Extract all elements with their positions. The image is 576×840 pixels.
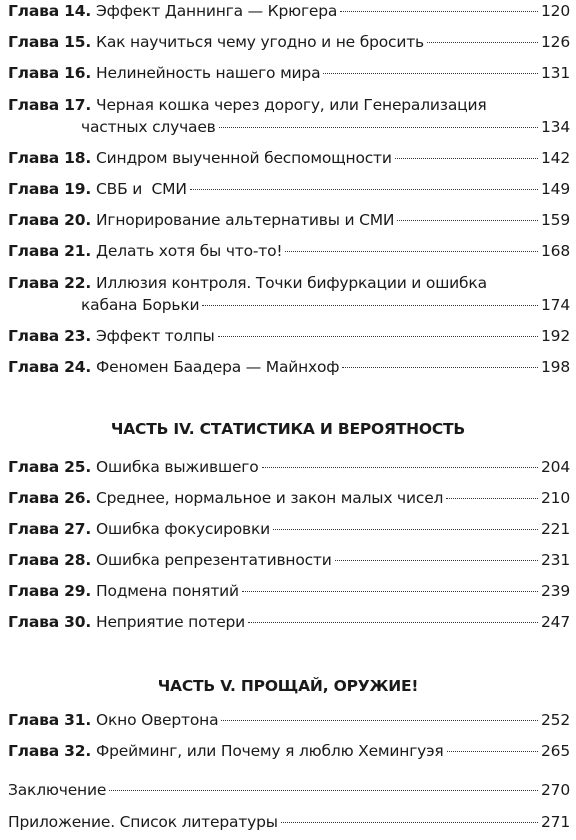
dot-leader xyxy=(109,790,538,791)
toc-entry-chapter-20[interactable] xyxy=(8,209,570,231)
toc-entry-chapter-22[interactable] xyxy=(8,272,570,316)
toc-entry-chapter-23[interactable] xyxy=(8,325,570,347)
chapter-title: СВБ и СМИ xyxy=(96,180,187,198)
chapter-number: Глава 19. xyxy=(8,180,92,198)
toc-entry-conclusion[interactable] xyxy=(8,779,570,801)
dot-leader xyxy=(395,158,538,159)
dot-leader xyxy=(273,529,538,530)
chapter-title: Синдром выученной беспомощности xyxy=(96,149,392,167)
chapter-title: Подмена понятий xyxy=(96,582,239,600)
chapter-number: Глава 32. xyxy=(8,742,92,760)
dot-leader xyxy=(281,822,538,823)
part-heading-v: ЧАСТЬ V. ПРОЩАЙ, ОРУЖИЕ! xyxy=(157,677,419,695)
chapter-title: Ошибка репрезентативности xyxy=(96,551,332,569)
page-number: 204 xyxy=(541,458,570,476)
chapter-number: Глава 17. xyxy=(8,96,92,114)
toc-entry-chapter-31[interactable] xyxy=(8,709,570,731)
toc-entry-chapter-29[interactable] xyxy=(8,580,570,602)
chapter-number: Глава 26. xyxy=(8,489,92,507)
toc-entry-chapter-27[interactable] xyxy=(8,518,570,540)
page-number: 270 xyxy=(541,781,570,799)
chapter-title: Фрейминг, или Почему я люблю Хемингуэя xyxy=(96,742,444,760)
section-title: Приложение. Список литературы xyxy=(8,813,278,831)
dot-leader xyxy=(447,751,538,752)
dot-leader xyxy=(342,367,538,368)
page-number: 168 xyxy=(541,242,570,260)
chapter-number: Глава 18. xyxy=(8,149,92,167)
page-number: 231 xyxy=(541,551,570,569)
page-number: 239 xyxy=(541,582,570,600)
page-number: 271 xyxy=(541,813,570,831)
chapter-number: Глава 29. xyxy=(8,582,92,600)
page-number: 126 xyxy=(541,33,570,51)
toc-entry-chapter-17[interactable] xyxy=(8,94,570,138)
chapter-title: Ошибка фокусировки xyxy=(96,520,270,538)
chapter-title: Как научиться чему угодно и не бросить xyxy=(96,33,424,51)
chapter-number: Глава 28. xyxy=(8,551,92,569)
chapter-title-continued: частных случаев xyxy=(81,118,216,136)
dot-leader xyxy=(190,189,538,190)
toc-entry-chapter-18[interactable] xyxy=(8,147,570,169)
page-number: 252 xyxy=(541,711,570,729)
toc-entry-chapter-16[interactable] xyxy=(8,62,570,84)
chapter-title: Эффект толпы xyxy=(96,327,215,345)
dot-leader xyxy=(218,336,538,337)
chapter-title: Игнорирование альтернативы и СМИ xyxy=(96,211,395,229)
toc-entry-chapter-28[interactable] xyxy=(8,549,570,571)
dot-leader xyxy=(248,622,538,623)
page-number: 159 xyxy=(541,211,570,229)
toc-entry-chapter-19[interactable] xyxy=(8,178,570,200)
chapter-number: Глава 31. xyxy=(8,711,92,729)
toc-entry-chapter-26[interactable] xyxy=(8,487,570,509)
chapter-title: Неприятие потери xyxy=(96,613,246,631)
toc-entry-chapter-21[interactable] xyxy=(8,240,570,262)
page-number: 131 xyxy=(541,64,570,82)
page-number: 198 xyxy=(541,358,570,376)
chapter-title: Окно Овертона xyxy=(96,711,219,729)
page-number: 134 xyxy=(541,118,570,136)
page-number: 192 xyxy=(541,327,570,345)
chapter-number: Глава 30. xyxy=(8,613,92,631)
dot-leader xyxy=(340,11,538,12)
chapter-title: Черная кошка через дорогу, или Генерализация xyxy=(96,96,487,114)
dot-leader xyxy=(446,498,538,499)
chapter-number: Глава 24. xyxy=(8,358,92,376)
part-heading-iv: ЧАСТЬ IV. СТАТИСТИКА И ВЕРОЯТНОСТЬ xyxy=(110,420,466,438)
chapter-number: Глава 14. xyxy=(8,2,92,20)
toc-entry-chapter-24[interactable] xyxy=(8,356,570,378)
chapter-number: Глава 21. xyxy=(8,242,92,260)
chapter-title: Феномен Баадера — Майнхоф xyxy=(96,358,340,376)
chapter-number: Глава 20. xyxy=(8,211,92,229)
toc-entry-chapter-14[interactable] xyxy=(8,0,570,22)
chapter-title: Ошибка выжившего xyxy=(96,458,259,476)
dot-leader xyxy=(285,251,538,252)
dot-leader xyxy=(397,220,538,221)
chapter-number: Глава 23. xyxy=(8,327,92,345)
chapter-title: Среднее, нормальное и закон малых чисел xyxy=(96,489,444,507)
chapter-title: Иллюзия контроля. Точки бифуркации и ошибка xyxy=(96,274,487,292)
toc-entry-chapter-32[interactable] xyxy=(8,740,570,762)
page-number: 247 xyxy=(541,613,570,631)
chapter-title: Эффект Даннинга — Крюгера xyxy=(96,2,338,20)
page-number: 149 xyxy=(541,180,570,198)
dot-leader xyxy=(335,560,538,561)
toc-entry-chapter-30[interactable] xyxy=(8,611,570,633)
chapter-number: Глава 22. xyxy=(8,274,92,292)
page-number: 265 xyxy=(541,742,570,760)
page-number: 221 xyxy=(541,520,570,538)
dot-leader xyxy=(323,73,538,74)
page-number: 142 xyxy=(541,149,570,167)
dot-leader xyxy=(219,127,538,128)
dot-leader xyxy=(202,305,538,306)
section-title: Заключение xyxy=(8,781,107,799)
toc-entry-appendix[interactable] xyxy=(8,811,570,833)
page-number: 120 xyxy=(541,2,570,20)
chapter-title: Делать хотя бы что-то! xyxy=(96,242,283,260)
chapter-title: Нелинейность нашего мира xyxy=(96,64,321,82)
chapter-title-continued: кабана Борьки xyxy=(81,296,200,314)
dot-leader xyxy=(262,467,538,468)
chapter-number: Глава 25. xyxy=(8,458,92,476)
toc-entry-chapter-25[interactable] xyxy=(8,456,570,478)
chapter-number: Глава 27. xyxy=(8,520,92,538)
page-number: 210 xyxy=(541,489,570,507)
dot-leader xyxy=(221,720,538,721)
chapter-number: Глава 16. xyxy=(8,64,92,82)
chapter-number: Глава 15. xyxy=(8,33,92,51)
dot-leader xyxy=(242,591,538,592)
page-number: 174 xyxy=(541,296,570,314)
toc-entry-chapter-15[interactable] xyxy=(8,31,570,53)
dot-leader xyxy=(427,42,538,43)
